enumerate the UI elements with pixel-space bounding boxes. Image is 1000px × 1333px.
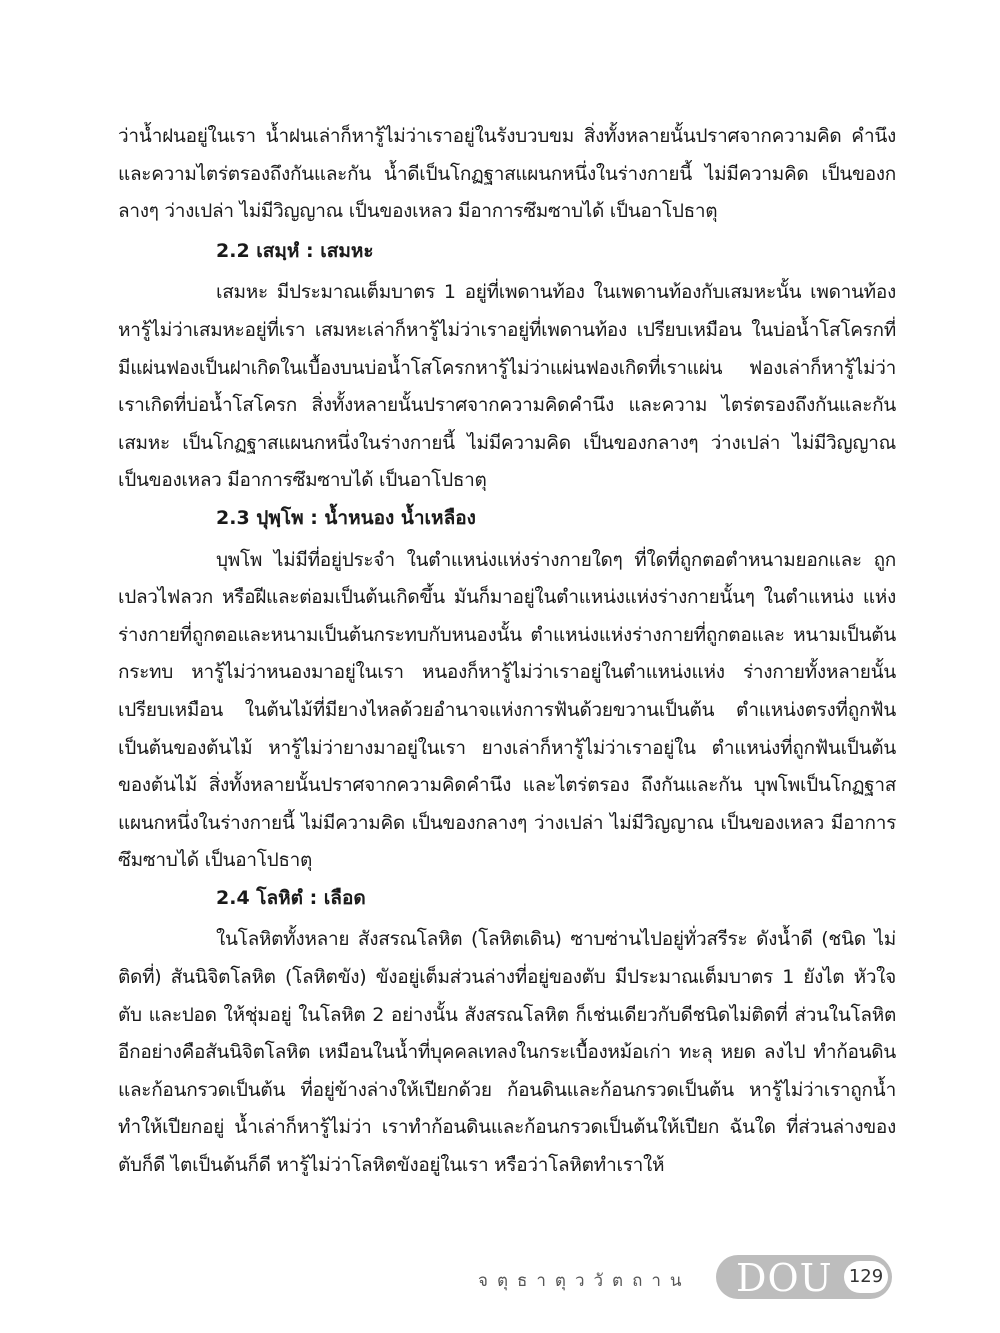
book-title: จตุธาตุววัตถาน <box>478 1271 691 1291</box>
dou-logo-text: DOU <box>736 1256 833 1300</box>
paragraph-2-4: ในโลหิตทั้งหลาย สังสรณโลหิต (โลหิตเดิน) ซาบซ่านไปอยู่ทั่วสรีระ ดังน้ำดี (ชนิด ไม่ติดที่) สันนิจิตโลหิต (โลหิตขัง) ขังอยู่เต็มส่วนล่างที่อยู่ของตับ มีประมาณเต็มบาตร 1 ยังไต หัวใจ ตับ และปอด ให้ชุ่มอยู่ ในโลหิต 2 อย่างนั้น สังสรณโลหิต ก็เช่นเดียวกับดีชนิดไม่ติดที่ ส่วนในโลหิตอีกอย่างคือสันนิจิตโลหิต เหมือนในน้ำที่บุคคลเทลงในกระเบื้องหม้อเก่า ทะลุ หยด ลงไป ทำก้อนดินและก้อนกรวดเป็นต้น ที่อยู่ข้างล่างให้เปียกด้วย ก้อนดินและก้อนกรวดเป็นต้น หารู้ไม่ว่าเราถูกน้ำทำให้เปียกอยู่ น้ำเล่าก็หารู้ไม่ว่า เราทำก้อนดินและก้อนกรวดเป็นต้นให้เปียก ฉันใด ที่ส่วนล่างของตับก็ดี ไตเป็นต้นก็ดี หารู้ไม่ว่าโลหิตขังอยู่ในเรา หรือว่าโลหิตทำเราให้ <box>118 928 896 1177</box>
paragraph-intro: ว่าน้ำฝนอยู่ในเรา น้ำฝนเล่าก็หารู้ไม่ว่าเราอยู่ในรังบวบขม สิ่งทั้งหลายนั้นปราศจากความคิด คำนึง และความไตร่ตรองถึงกันและกัน น้ำดีเป็นโกฏฐาสแผนกหนึ่งในร่างกายนี้ ไม่มีความคิด เป็นของกลางๆ ว่างเปล่า ไม่มีวิญญาณ เป็นของเหลว มีอาการซึมซาบได้ เป็นอาโปธาตุ <box>118 125 896 223</box>
page-number: 129 <box>844 1261 888 1293</box>
page-body <box>118 118 896 1185</box>
section-heading-2-4: 2.4 โลหิตํ : เลือด <box>216 886 366 909</box>
page-footer <box>0 1253 1000 1303</box>
paragraph-2-3: บุพโพ ไม่มีที่อยู่ประจำ ในตำแหน่งแห่งร่างกายใดๆ ที่ใดที่ถูกตอตำหนามยอกและ ถูกเปลวไฟลวก หรือฝีและต่อมเป็นต้นเกิดขึ้น มันก็มาอยู่ในตำแหน่งแห่งร่างกายนั้นๆ ในตำแหน่ง แห่งร่างกายที่ถูกตอและหนามเป็นต้นกระทบกับหนองนั้น ตำแหน่งแห่งร่างกายที่ถูกตอและ หนามเป็นต้นกระทบ หารู้ไม่ว่าหนองมาอยู่ในเรา หนองก็หารู้ไม่ว่าเราอยู่ในตำแหน่งแห่ง ร่างกายทั้งหลายนั้น เปรียบเหมือน ในต้นไม้ที่มียางไหลด้วยอำนาจแห่งการฟันด้วยขวานเป็นต้น ตำแหน่งตรงที่ถูกฟันเป็นต้นของต้นไม้ หารู้ไม่ว่ายางมาอยู่ในเรา ยางเล่าก็หารู้ไม่ว่าเราอยู่ใน ตำแหน่งที่ถูกฟันเป็นต้นของต้นไม้ สิ่งทั้งหลายนั้นปราศจากความคิดคำนึง และไตร่ตรอง ถึงกันและกัน บุพโพเป็นโกฏฐาสแผนกหนึ่งในร่างกายนี้ ไม่มีความคิด เป็นของกลางๆ ว่างเปล่า ไม่มีวิญญาณ เป็นของเหลว มีอาการซึมซาบได้ เป็นอาโปธาตุ <box>118 548 896 872</box>
dou-badge <box>716 1255 892 1299</box>
section-heading-2-3: 2.3 ปุพฺโพ : น้ำหนอง น้ำเหลือง <box>216 506 476 529</box>
section-heading-2-2: 2.2 เสมฺหํ : เสมหะ <box>216 239 374 262</box>
paragraph-2-2: เสมหะ มีประมาณเต็มบาตร 1 อยู่ที่เพดานท้อง ในเพดานท้องกับเสมหะนั้น เพดานท้องหารู้ไม่ว่าเสมหะอยู่ที่เรา เสมหะเล่าก็หารู้ไม่ว่าเราอยู่ที่เพดานท้อง เปรียบเหมือน ในบ่อน้ำโสโครกที่มีแผ่นฟองเป็นฝาเกิดในเบื้องบนบ่อน้ำโสโครกหารู้ไม่ว่าแผ่นฟองเกิดที่เราแผ่น ฟองเล่าก็หารู้ไม่ว่าเราเกิดที่บ่อน้ำโสโครก สิ่งทั้งหลายนั้นปราศจากความคิดคำนึง และความ ไตร่ตรองถึงกันและกัน เสมหะ เป็นโกฏฐาสแผนกหนึ่งในร่างกายนี้ ไม่มีความคิด เป็นของกลางๆ ว่างเปล่า ไม่มีวิญญาณ เป็นของเหลว มีอาการซึมซาบได้ เป็นอาโปธาตุ <box>118 281 896 492</box>
